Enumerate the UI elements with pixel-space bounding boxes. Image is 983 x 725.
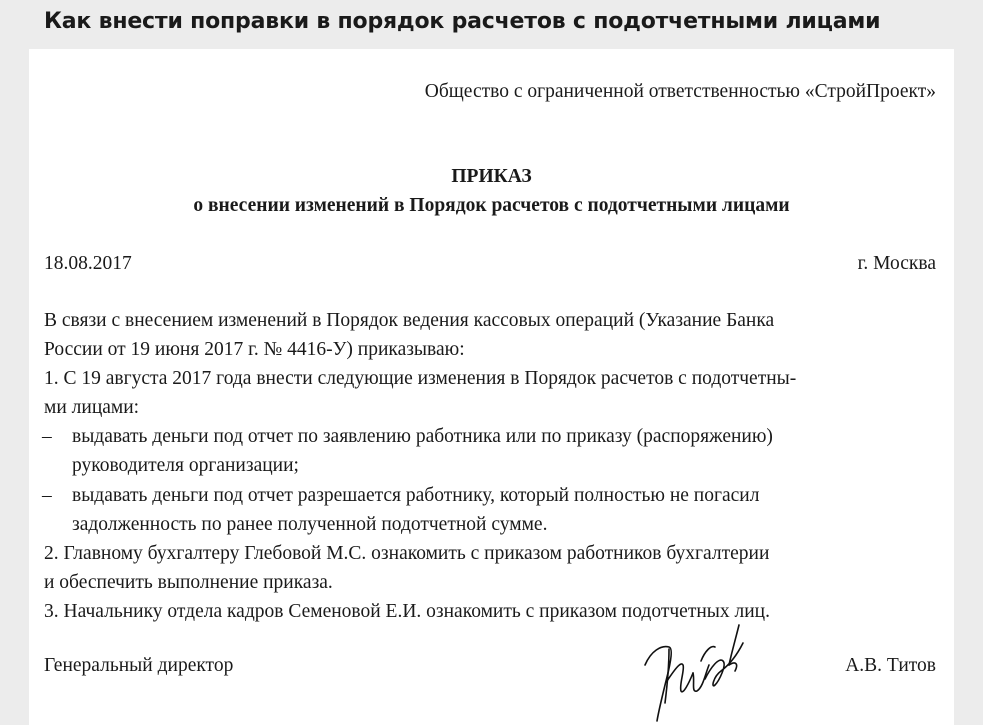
document-city: г. Москва bbox=[857, 253, 936, 274]
item-2-line-1: 2. Главному бухгалтеру Глебовой М.С. ознакомить с приказом работников бухгалтерии bbox=[44, 543, 770, 564]
handwritten-signature bbox=[639, 621, 749, 725]
preamble-line-1: В связи с внесением изменений в Порядок ведения кассовых операций (Указание Банка bbox=[44, 310, 775, 331]
item-1-line-1: 1. С 19 августа 2017 года внести следующие изменения в Порядок расчетов с подотчетны- bbox=[44, 368, 797, 389]
bullet-1-dash: – bbox=[42, 426, 52, 447]
bullet-2-line-1: выдавать деньги под отчет разрешается работнику, который полностью не погасил bbox=[72, 485, 760, 506]
order-document bbox=[29, 49, 954, 725]
bullet-2-line-2: задолженность по ранее полученной подотчетной сумме. bbox=[72, 514, 548, 535]
item-3: 3. Начальнику отдела кадров Семеновой Е.И. ознакомить с приказом подотчетных лиц. bbox=[44, 601, 770, 622]
document-type: ПРИКАЗ bbox=[451, 166, 532, 187]
bullet-2-dash: – bbox=[42, 485, 52, 506]
item-2-line-2: и обеспечить выполнение приказа. bbox=[44, 572, 333, 593]
signer-position: Генеральный директор bbox=[44, 655, 234, 676]
organization-name: Общество с ограниченной ответственностью «СтройПроект» bbox=[424, 81, 936, 102]
item-1-line-2: ми лицами: bbox=[44, 397, 140, 418]
bullet-1-line-1: выдавать деньги под отчет по заявлению работника или по приказу (распоряжению) bbox=[72, 426, 773, 447]
bullet-1-line-2: руководителя организации; bbox=[72, 455, 299, 476]
signer-name: А.В. Титов bbox=[845, 655, 936, 676]
document-subject: о внесении изменений в Порядок расчетов с подотчетными лицами bbox=[193, 195, 790, 216]
page-title: Как внести поправки в порядок расчетов с подотчетными лицами bbox=[44, 9, 881, 34]
document-date: 18.08.2017 bbox=[44, 253, 132, 274]
preamble-line-2: России от 19 июня 2017 г. № 4416-У) приказываю: bbox=[44, 339, 465, 360]
